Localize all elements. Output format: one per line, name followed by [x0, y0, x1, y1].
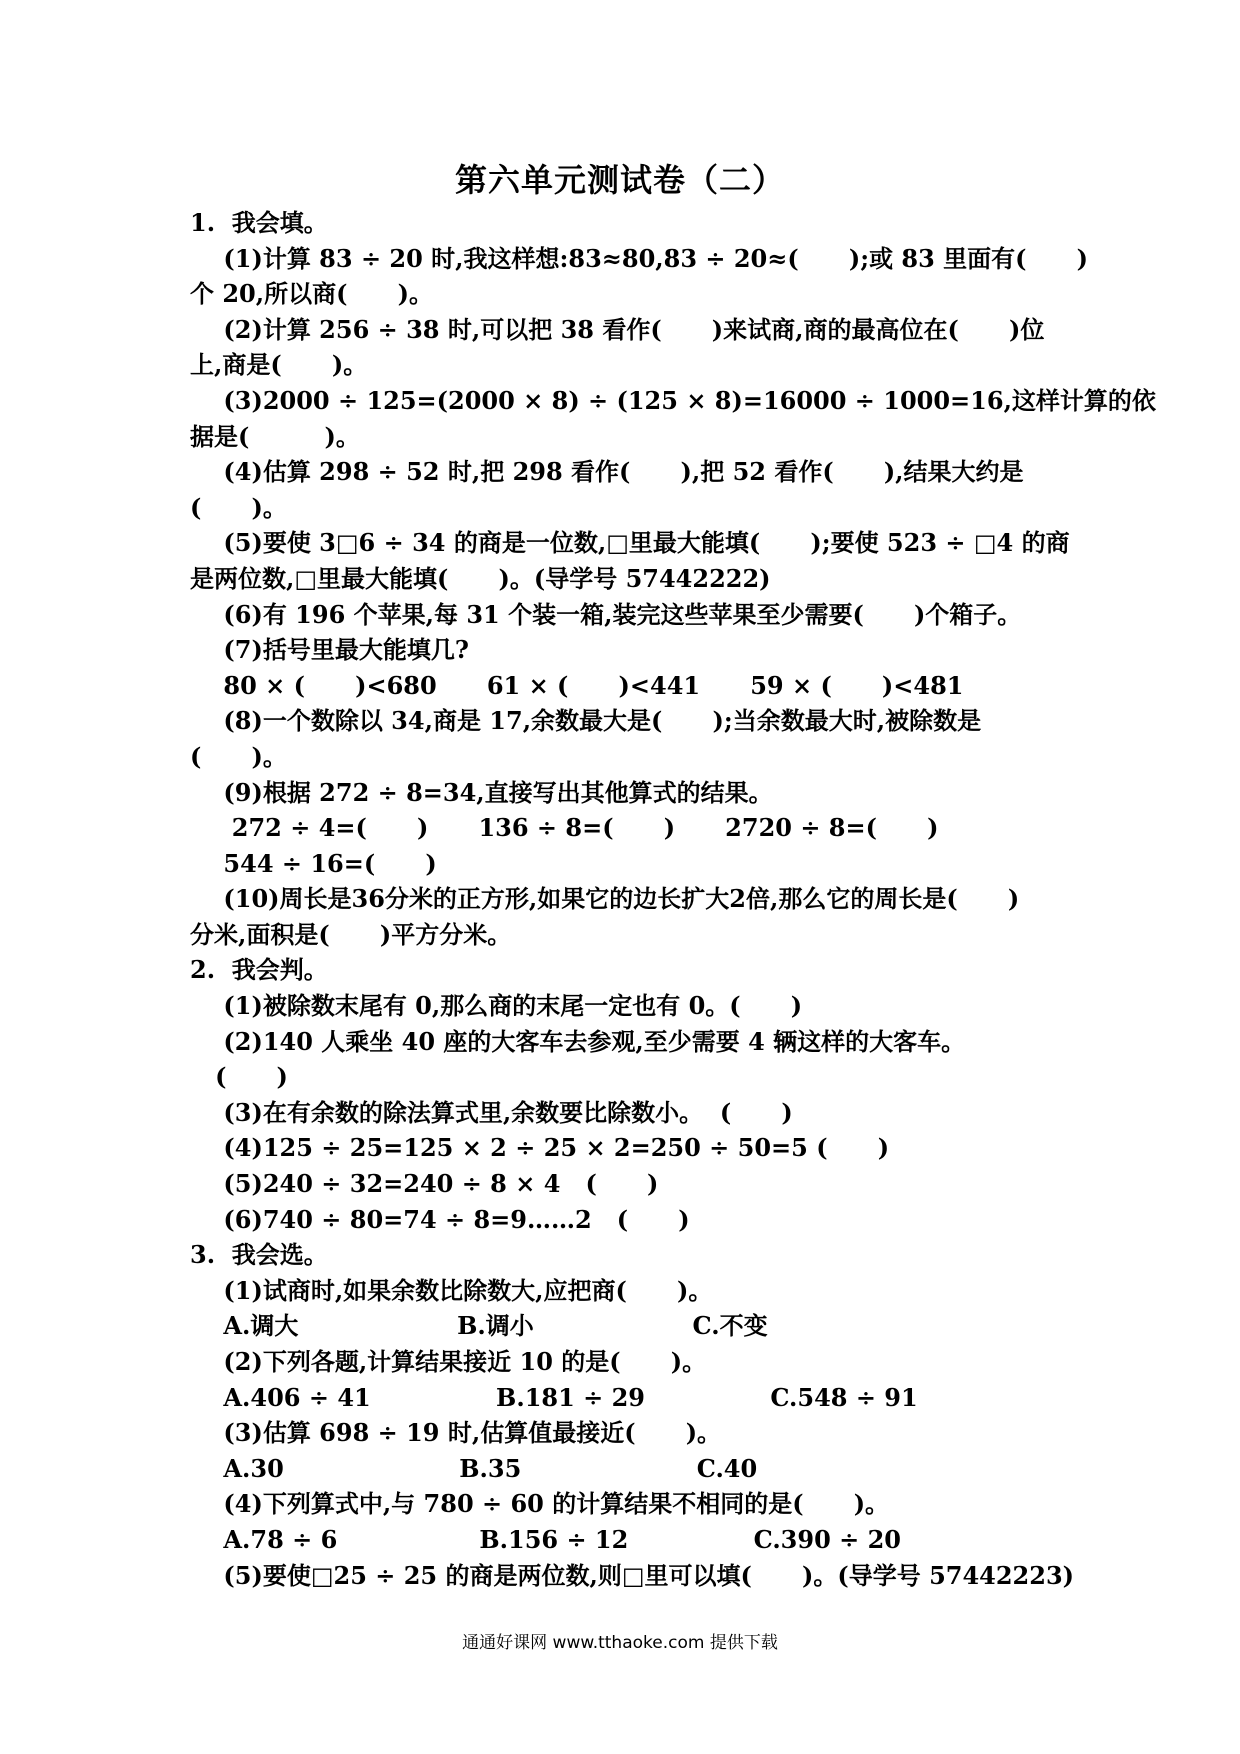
question-line: (8)一个数除以 34,商是 17,余数最大是( );当余数最大时,被除数是	[190, 706, 982, 736]
question-line: 据是( )。	[190, 421, 360, 451]
question-line: (2)下列各题,计算结果接近 10 的是( )。	[190, 1347, 707, 1376]
option-line: A.30 B.35 C.40	[190, 1453, 758, 1483]
question-line: ( )	[190, 1062, 288, 1092]
page-footer: 通通好课网 www.tthaoke.com 提供下载	[462, 1633, 778, 1653]
worksheet-body	[190, 205, 1156, 1593]
question-line: 544 ÷ 16=( )	[190, 848, 437, 878]
question-line: (7)括号里最大能填几?	[190, 635, 469, 665]
question-line: (5)要使 3□6 ÷ 34 的商是一位数,□里最大能填( );要使 523 ÷ □4 的商	[190, 528, 1070, 558]
question-line: (3)2000 ÷ 125=(2000 × 8) ÷ (125 × 8)=16000 ÷ 1000=16,这样计算的依	[190, 385, 1156, 415]
question-line: 上,商是( )。	[190, 350, 368, 380]
question-line: (5)240 ÷ 32=240 ÷ 8 × 4 ( )	[190, 1169, 659, 1199]
question-line: (6)740 ÷ 80=74 ÷ 8=9……2 ( )	[190, 1204, 690, 1234]
question-line: (6)有 196 个苹果,每 31 个装一箱,装完这些苹果至少需要( )个箱子。	[190, 599, 1022, 629]
section-heading-judge: 2. 我会判。	[190, 955, 328, 985]
question-line: (1)计算 83 ÷ 20 时,我这样想:83≈80,83 ÷ 20≈( );或 83 里面有( )	[190, 243, 1089, 273]
section-heading-choose: 3. 我会选。	[190, 1240, 328, 1270]
question-line: (2)计算 256 ÷ 38 时,可以把 38 看作( )来试商,商的最高位在( )位	[190, 314, 1045, 344]
question-line: (2)140 人乘坐 40 座的大客车去参观,至少需要 4 辆这样的大客车。	[190, 1026, 966, 1056]
question-line: (4)估算 298 ÷ 52 时,把 298 看作( ),把 52 看作( ),结果大约是	[190, 457, 1024, 487]
option-line: A.78 ÷ 6 B.156 ÷ 12 C.390 ÷ 20	[190, 1524, 901, 1554]
question-line: ( )。	[190, 741, 287, 771]
question-line: (3)在有余数的除法算式里,余数要比除数小。 ( )	[190, 1097, 793, 1127]
question-line: 是两位数,□里最大能填( )。(导学号 57442222)	[190, 563, 771, 593]
question-line: (9)根据 272 ÷ 8=34,直接写出其他算式的结果。	[190, 777, 773, 807]
option-line: A.406 ÷ 41 B.181 ÷ 29 C.548 ÷ 91	[190, 1382, 918, 1412]
question-line: 分米,面积是( )平方分米。	[190, 919, 512, 949]
section-heading-fill: 1. 我会填。	[190, 208, 328, 237]
question-line: (1)试商时,如果余数比除数大,应把商( )。	[190, 1275, 713, 1305]
question-line: (10)周长是36分米的正方形,如果它的边长扩大2倍,那么它的周长是( )	[190, 884, 1020, 914]
question-line: 个 20,所以商( )。	[190, 279, 433, 309]
option-line: A.调大 B.调小 C.不变	[190, 1311, 768, 1341]
question-line: 80 × ( )<680 61 × ( )<441 59 × ( )<481	[190, 670, 964, 700]
page-title: 第六单元测试卷（二）	[454, 161, 785, 199]
question-line: (3)估算 698 ÷ 19 时,估算值最接近( )。	[190, 1418, 722, 1448]
question-line: (5)要使□25 ÷ 25 的商是两位数,则□里可以填( )。(导学号 57442223)	[190, 1560, 1075, 1590]
question-line: (4)125 ÷ 25=125 × 2 ÷ 25 × 2=250 ÷ 50=5 ( )	[190, 1133, 890, 1163]
question-line: (1)被除数末尾有 0,那么商的末尾一定也有 0。( )	[190, 991, 803, 1021]
question-line: 272 ÷ 4=( ) 136 ÷ 8=( ) 2720 ÷ 8=( )	[190, 813, 939, 843]
question-line: (4)下列算式中,与 780 ÷ 60 的计算结果不相同的是( )。	[190, 1489, 890, 1519]
question-line: ( )。	[190, 492, 287, 522]
